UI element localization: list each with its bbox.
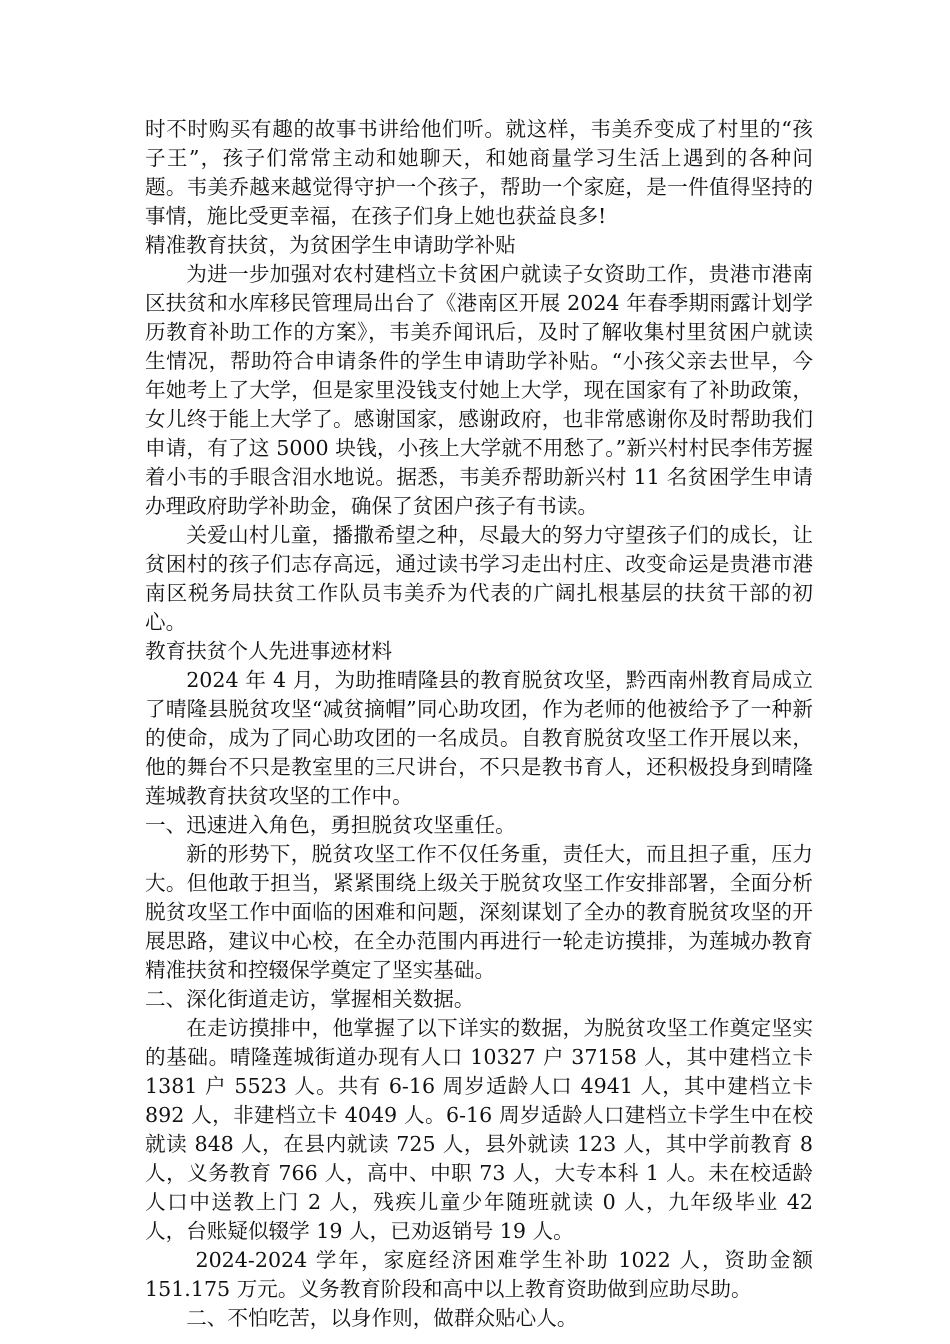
section-heading-two: 二、深化街道走访，掌握相关数据。 (145, 987, 475, 1011)
paragraph-original-intention: 关爱山村儿童，播撒希望之种，尽最大的努力守望孩子们的成长，让贫困村的孩子们志存高远，通过读书学习走出村庄、改变命运是贵港市港南区税务局扶贫工作队员韦美乔为代表的广阔扎根基层的扶贫干部的初心。 (145, 523, 813, 634)
document-title-advanced-deeds: 教育扶贫个人先进事迹材料 (145, 639, 393, 663)
section-heading-one: 一、迅速进入角色，勇担脱贫攻坚重任。 (145, 813, 516, 837)
document-page (145, 115, 813, 1333)
section-heading-education-aid: 精准教育扶贫，为贫困学生申请助学补贴 (145, 233, 516, 257)
paragraph-new-situation: 新的形势下，脱贫攻坚工作不仅任务重，责任大，而且担子重，压力大。但他敢于担当，紧紧围绕上级关于脱贫攻坚工作安排部署，全面分析脱贫攻坚工作中面临的困难和问题，深刻谋划了全办的教育脱贫攻坚的开展思路，建议中心校，在全办范围内再进行一轮走访摸排，为莲城办教育精准扶贫和控辍保学奠定了坚实基础。 (145, 842, 813, 982)
paragraph-assault-team: 2024 年 4 月，为助推晴隆县的教育脱贫攻坚，黔西南州教育局成立了晴隆县脱贫攻坚“减贫摘帽”同心助攻团，作为老师的他被给予了一种新的使命，成为了同心助攻团的一名成员。自教育脱贫攻坚工作开展以来，他的舞台不只是教室里的三尺讲台，不只是教书育人，还积极投身到晴隆莲城教育扶贫攻坚的工作中。 (145, 668, 813, 808)
paragraph-survey-data: 在走访摸排中，他掌握了以下详实的数据，为脱贫攻坚工作奠定坚实的基础。晴隆莲城街道办现有人口 10327 户 37158 人，其中建档立卡 1381 户 5523 人。共有 6-16 周岁适龄人口 4941 人，其中建档立卡 892 人，非建档立卡 4049 人。6-16 周岁适龄人口建档立卡学生中在校就读 848 人，在县内就读 725 人，县外就读 123 人，其中学前教育 8 人，义务教育 766 人，高中、中职 73 人，大专本科 1 人。未在校适龄人口中送教上门 2 人，残疾儿童少年随班就读 0 人，九年级毕业 42 人，台账疑似辍学 19 人，已劝返销号 19 人。 (145, 1016, 813, 1243)
paragraph-intro-continuation: 时不时购买有趣的故事书讲给他们听。就这样，韦美乔变成了村里的“孩子王”，孩子们常常主动和她聊天，和她商量学习生活上遇到的各种问题。韦美乔越来越觉得守护一个孩子，帮助一个家庭，是一件值得坚持的事情，施比受更幸福，在孩子们身上她也获益良多! (145, 117, 813, 228)
section-heading-two-repeat: 二、不怕吃苦，以身作则，做群众贴心人。 (186, 1306, 578, 1330)
paragraph-school-year-aid: 2024-2024 学年，家庭经济困难学生补助 1022 人，资助金额 151.175 万元。义务教育阶段和高中以上教育资助做到应助尽助。 (145, 1248, 813, 1301)
paragraph-subsidy-application: 为进一步加强对农村建档立卡贫困户就读子女资助工作，贵港市港南区扶贫和水库移民管理局出台了《港南区开展 2024 年春季期雨露计划学历教育补助工作的方案》，韦美乔闻讯后，及时了解收集村里贫困户就读生情况，帮助符合申请条件的学生申请助学补贴。“小孩父亲去世早，今年她考上了大学，但是家里没钱支付她上大学，现在国家有了补助政策，女儿终于能上大学了。感谢国家，感谢政府，也非常感谢你及时帮助我们申请，有了这 5000 块钱，小孩上大学就不用愁了。”新兴村村民李伟芳握着小韦的手眼含泪水地说。据悉，韦美乔帮助新兴村 11 名贫困学生申请办理政府助学补助金，确保了贫困户孩子有书读。 (145, 262, 813, 518)
